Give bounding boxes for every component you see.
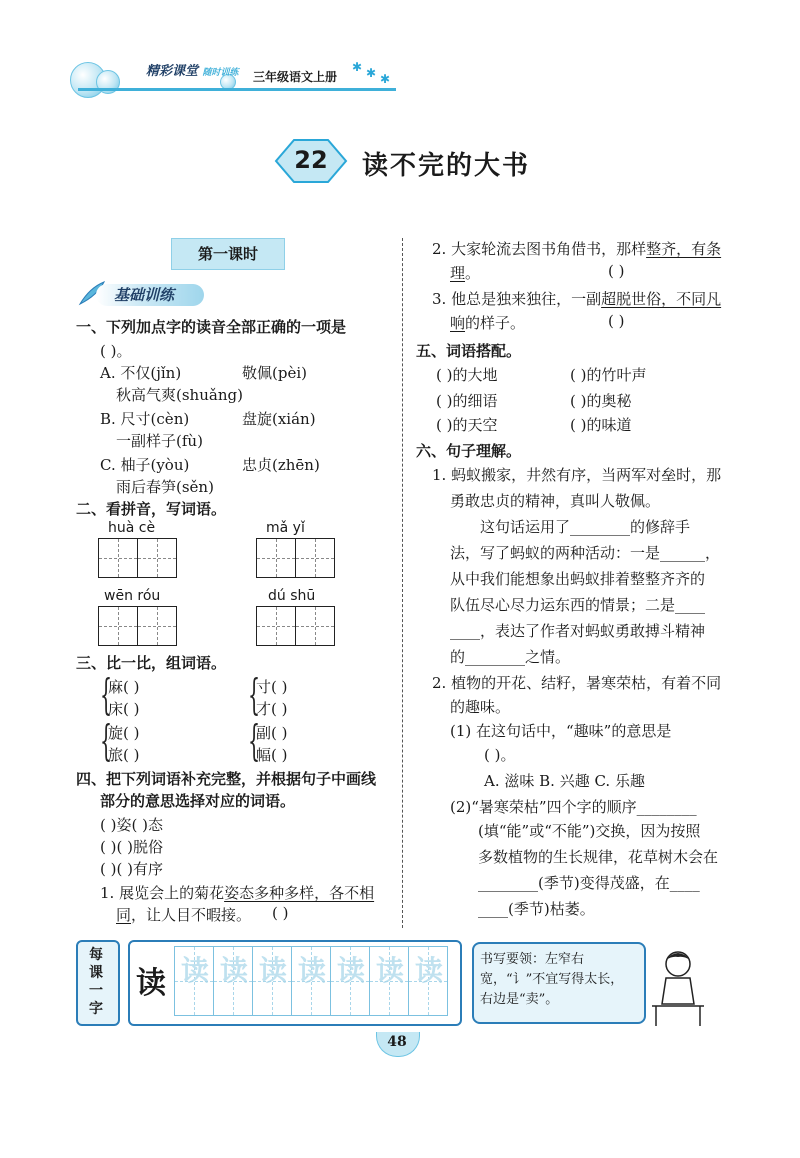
q3-pair-2a: 寸( ) [256, 678, 288, 696]
q1-title: 一、下列加点字的读音全部正确的一项是 [76, 318, 347, 336]
writing-grid-1[interactable] [98, 538, 176, 578]
trace-char: 读 [414, 954, 443, 987]
trace-char: 读 [375, 954, 404, 987]
student-writing-icon [648, 948, 708, 1028]
q4-answer-1: ( ) [272, 904, 289, 922]
q6-p1-line1: 1. 蚂蚁搬家，井然有序，当两军对垒时，那 [432, 466, 722, 484]
q4-sentence-2: 2. 大家轮流去图书角借书，那样整齐，有条 [432, 240, 722, 258]
q5-pair-3a: ( )的天空 [436, 416, 498, 434]
q3-pair-4a: 副( ) [256, 724, 288, 742]
q1-option-b3: 一副样子(fù) [116, 432, 203, 450]
q6-p2-q2e: ____(季节)枯萎。 [478, 900, 595, 918]
header-rule [78, 88, 396, 91]
column-divider [402, 238, 403, 928]
q5-pair-2b: ( )的奥秘 [570, 392, 632, 410]
q4-fill-3: ( )( )有序 [100, 860, 163, 878]
page-number: 48 [387, 1034, 407, 1050]
q6-p2-q2b: (填“能”或“不能”)交换，因为按照 [478, 822, 701, 840]
q4-fill-1: ( )姿( )态 [100, 816, 163, 834]
lesson-title: 读不完的大书 [362, 151, 531, 181]
trace-char: 读 [258, 954, 287, 987]
q4-sentence-1: 1. 展览会上的菊花姿态多种多样，各不相 [100, 884, 375, 902]
pinyin-2: mǎ yǐ [266, 520, 305, 536]
q6-p2-options: A. 滋味 B. 兴趣 C. 乐趣 [484, 772, 645, 790]
q3-pair-1b: 床( ) [108, 700, 140, 718]
q5-title: 五、词语搭配。 [416, 342, 522, 360]
q5-pair-1b: ( )的竹叶声 [570, 366, 647, 384]
star-icon: ✱ [380, 72, 391, 86]
pinyin-1: huà cè [108, 520, 156, 536]
q4-title-line2: 部分的意思选择对应的词语。 [100, 792, 296, 810]
pinyin-3: wēn róu [104, 588, 161, 604]
daily-char-label: 每课一字 [89, 947, 103, 1017]
q1-option-c2: 忠贞(zhēn) [242, 456, 320, 474]
series-title: 精彩课堂 随时训练 [146, 64, 239, 79]
q6-p2-line1: 2. 植物的开花、结籽，暑寒荣枯，有着不同 [432, 674, 722, 692]
q1-option-c1: C. 柚子(yòu) [100, 456, 190, 474]
q4-answer-2: ( ) [608, 262, 625, 280]
writing-grid-2[interactable] [256, 538, 334, 578]
q1-option-a2: 敬佩(pèi) [242, 364, 307, 382]
practice-char: 读 [136, 966, 166, 1001]
q3-pair-1a: 麻( ) [108, 678, 140, 696]
q3-pair-3a: 旋( ) [108, 724, 140, 742]
book-title: 三年级语文上册 [253, 70, 338, 84]
trace-char: 读 [336, 954, 365, 987]
tracing-grid[interactable] [174, 946, 447, 1016]
q2-title: 二、看拼音，写词语。 [76, 500, 227, 518]
writing-grid-3[interactable] [98, 606, 176, 646]
writing-grid-4[interactable] [256, 606, 334, 646]
q4-sentence-3-cont: 响的样子。 [450, 314, 526, 332]
q5-pair-2a: ( )的细语 [436, 392, 498, 410]
q5-pair-3b: ( )的味道 [570, 416, 632, 434]
q6-p2-q2a: (2)“暑寒荣枯”四个字的顺序________ [450, 798, 697, 816]
q6-p1-line5: 从中我们能想象出蚂蚁排着整整齐齐的 [450, 570, 706, 588]
q3-pair-4b: 幅( ) [256, 746, 288, 764]
pinyin-4: dú shū [268, 588, 316, 604]
q1-option-b2: 盘旋(xián) [242, 410, 316, 428]
trace-char: 读 [219, 954, 248, 987]
q6-p1-line2: 勇敢忠贞的精神，真叫人敬佩。 [450, 492, 661, 510]
q6-p1-line4: 法，写了蚂蚁的两种活动：一是______， [450, 544, 721, 562]
q4-sentence-2-cont: 理。 [450, 264, 481, 282]
q3-pair-2b: 才( ) [256, 700, 288, 718]
q1-option-a3: 秋高气爽(shuǎng) [116, 386, 243, 404]
q6-p2-q1-paren: ( )。 [484, 746, 516, 764]
writing-tip: 书写要领：左窄右宽，“讠”不宜写得太长，右边是“卖”。 [480, 952, 624, 1007]
q4-fill-2: ( )( )脱俗 [100, 838, 163, 856]
q6-p1-line3: 这句话运用了________的修辞手 [480, 518, 691, 536]
q4-title-line1: 四、把下列词语补充完整，并根据句子中画线 [76, 770, 377, 788]
q4-sentence-3: 3. 他总是独来独往，一副超脱世俗，不同凡 [432, 290, 722, 308]
brace-icon: { [248, 716, 261, 765]
q6-p2-q1: (1) 在这句话中，“趣味”的意思是 [450, 722, 672, 740]
q3-pair-3b: 旅( ) [108, 746, 140, 764]
q6-p2-line2: 的趣味。 [450, 698, 511, 716]
q1-option-a1: A. 不仅(jǐn) [100, 364, 182, 382]
q5-pair-1a: ( )的大地 [436, 366, 498, 384]
q6-p1-line8: 的________之情。 [450, 648, 571, 666]
q3-title: 三、比一比，组词语。 [76, 654, 227, 672]
q1-answer-paren: ( )。 [100, 342, 132, 360]
star-icon: ✱ [352, 60, 363, 74]
star-icon: ✱ [366, 66, 377, 80]
q4-answer-3: ( ) [608, 312, 625, 330]
period-banner: 第一课时 [171, 238, 285, 270]
q6-p2-q2c: 多数植物的生长规律，花草树木会在 [478, 848, 719, 866]
q4-sentence-1-cont: 同，让人目不暇接。 [116, 906, 252, 924]
q6-p1-line7: ____，表达了作者对蚂蚁勇敢搏斗精神 [450, 622, 706, 640]
lesson-number: 22 [294, 146, 328, 174]
brace-icon: { [100, 670, 113, 719]
q6-title: 六、句子理解。 [416, 442, 522, 460]
q6-p2-q2d: ________(季节)变得茂盛，在____ [478, 874, 700, 892]
brace-icon: { [248, 670, 261, 719]
section-label: 基础训练 [114, 286, 175, 304]
q1-option-c3: 雨后春笋(sěn) [116, 478, 214, 496]
trace-char: 读 [297, 954, 326, 987]
trace-char: 读 [180, 954, 209, 987]
brace-icon: { [100, 716, 113, 765]
q1-option-b1: B. 尺寸(cèn) [100, 410, 190, 428]
q6-p1-line6: 队伍尽心尽力运东西的情景；二是____ [450, 596, 706, 614]
